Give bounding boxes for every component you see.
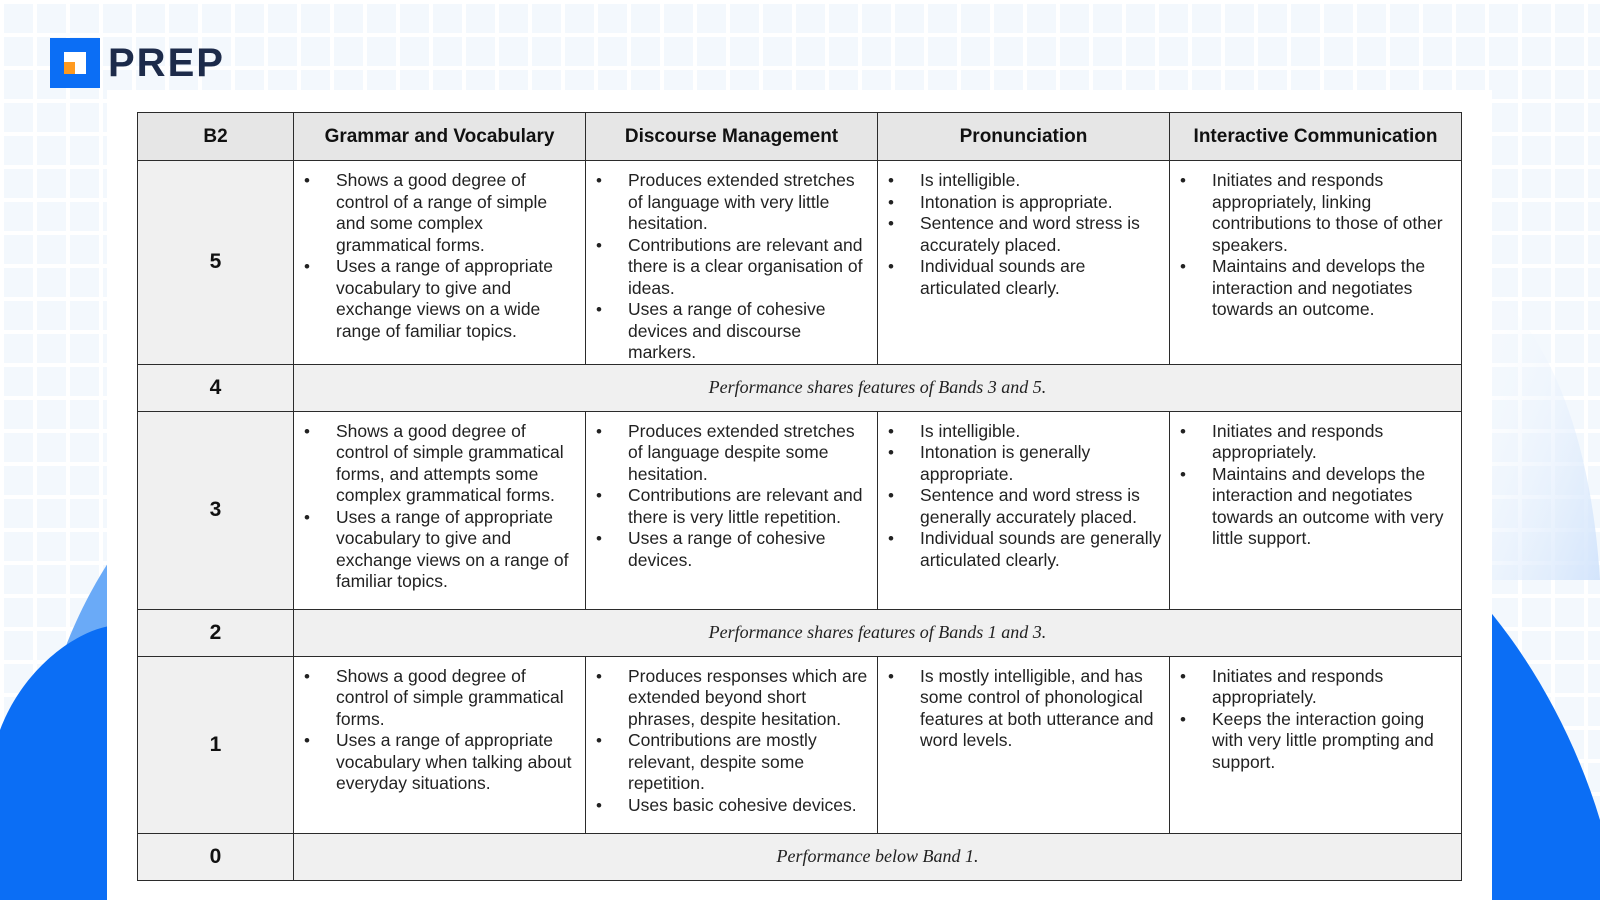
band-1-grammar-cell [294, 656, 586, 833]
interactive-communication-header: Interactive Communication [1170, 113, 1462, 161]
band-5-pronunciation-cell [878, 161, 1170, 365]
band-4-description: Performance shares features of Bands 3 and 5. [294, 364, 1462, 411]
band-label: 1 [138, 656, 294, 833]
pronunciation-header: Pronunciation [878, 113, 1170, 161]
criterion-item: • Shows a good degree of control of simple grammatical forms. [294, 666, 579, 731]
criterion-item: • Uses a range of appropriate vocabulary to give and exchange views on a wide range of familiar topics. [294, 256, 579, 342]
criterion-item: • Individual sounds are articulated clearly. [878, 256, 1163, 299]
band-5-interactive-cell [1170, 161, 1462, 365]
band-3-pronunciation-cell [878, 411, 1170, 609]
criterion-item: • Initiates and responds appropriately. [1170, 666, 1455, 709]
band-label: 0 [138, 833, 294, 880]
criterion-item: • Intonation is generally appropriate. [878, 442, 1163, 485]
band-3-interactive-cell [1170, 411, 1462, 609]
band-3-discourse-cell [586, 411, 878, 609]
band-label: 5 [138, 161, 294, 365]
criterion-item: • Uses a range of appropriate vocabulary when talking about everyday situations. [294, 730, 579, 795]
criterion-item: • Sentence and word stress is generally accurately placed. [878, 485, 1163, 528]
band-3-grammar-cell [294, 411, 586, 609]
criterion-item: • Uses a range of cohesive devices and discourse markers. [586, 299, 871, 364]
criterion-item: • Is intelligible. [878, 421, 1163, 443]
band-2-description: Performance shares features of Bands 1 and 3. [294, 609, 1462, 656]
band-3-row [138, 411, 1462, 609]
band-5-grammar-cell [294, 161, 586, 365]
criterion-item: • Shows a good degree of control of a range of simple and some complex grammatical forms. [294, 170, 579, 256]
criterion-item: • Produces extended stretches of language with very little hesitation. [586, 170, 871, 235]
criterion-item: • Uses a range of cohesive devices. [586, 528, 871, 571]
prep-logo[interactable] [50, 38, 225, 88]
criterion-item: • Maintains and develops the interaction and negotiates towards an outcome. [1170, 256, 1455, 321]
criterion-item: • Shows a good degree of control of simple grammatical forms, and attempts some complex grammatical forms. [294, 421, 579, 507]
level-header: B2 [138, 113, 294, 161]
criterion-item: • Individual sounds are generally articulated clearly. [878, 528, 1163, 571]
band-1-discourse-cell [586, 656, 878, 833]
criterion-item: • Is mostly intelligible, and has some control of phonological features at both utterance and word levels. [878, 666, 1163, 752]
band-1-pronunciation-cell [878, 656, 1170, 833]
header-row [138, 113, 1462, 161]
band-4-row [138, 364, 1462, 411]
band-5-row [138, 161, 1462, 365]
criterion-item: • Produces responses which are extended beyond short phrases, despite hesitation. [586, 666, 871, 731]
band-label: 2 [138, 609, 294, 656]
band-label: 3 [138, 411, 294, 609]
band-1-row [138, 656, 1462, 833]
criterion-item: • Contributions are mostly relevant, despite some repetition. [586, 730, 871, 795]
band-0-row [138, 833, 1462, 880]
criterion-item: • Contributions are relevant and there is very little repetition. [586, 485, 871, 528]
criterion-item: • Is intelligible. [878, 170, 1163, 192]
criterion-item: • Contributions are relevant and there is a clear organisation of ideas. [586, 235, 871, 300]
right-light-gradient-decoration [1480, 280, 1600, 580]
logo-wordmark: PREP [108, 41, 225, 85]
criterion-item: • Initiates and responds appropriately, linking contributions to those of other speakers. [1170, 170, 1455, 256]
band-0-description: Performance below Band 1. [294, 833, 1462, 880]
discourse-management-header: Discourse Management [586, 113, 878, 161]
criterion-item: • Uses a range of appropriate vocabulary to give and exchange views on a range of familiar topics. [294, 507, 579, 593]
criterion-item: • Initiates and responds appropriately. [1170, 421, 1455, 464]
band-label: 4 [138, 364, 294, 411]
criterion-item: • Keeps the interaction going with very little prompting and support. [1170, 709, 1455, 774]
band-5-discourse-cell [586, 161, 878, 365]
criterion-item: • Uses basic cohesive devices. [586, 795, 871, 817]
grammar-vocabulary-header: Grammar and Vocabulary [294, 113, 586, 161]
criterion-item: • Sentence and word stress is accurately placed. [878, 213, 1163, 256]
criterion-item: • Maintains and develops the interaction and negotiates towards an outcome with very little support. [1170, 464, 1455, 550]
criterion-item: • Produces extended stretches of language despite some hesitation. [586, 421, 871, 486]
band-2-row [138, 609, 1462, 656]
b2-speaking-assessment-table [137, 112, 1462, 881]
criterion-item: • Intonation is appropriate. [878, 192, 1163, 214]
prep-logo-icon [50, 38, 100, 88]
band-1-interactive-cell [1170, 656, 1462, 833]
